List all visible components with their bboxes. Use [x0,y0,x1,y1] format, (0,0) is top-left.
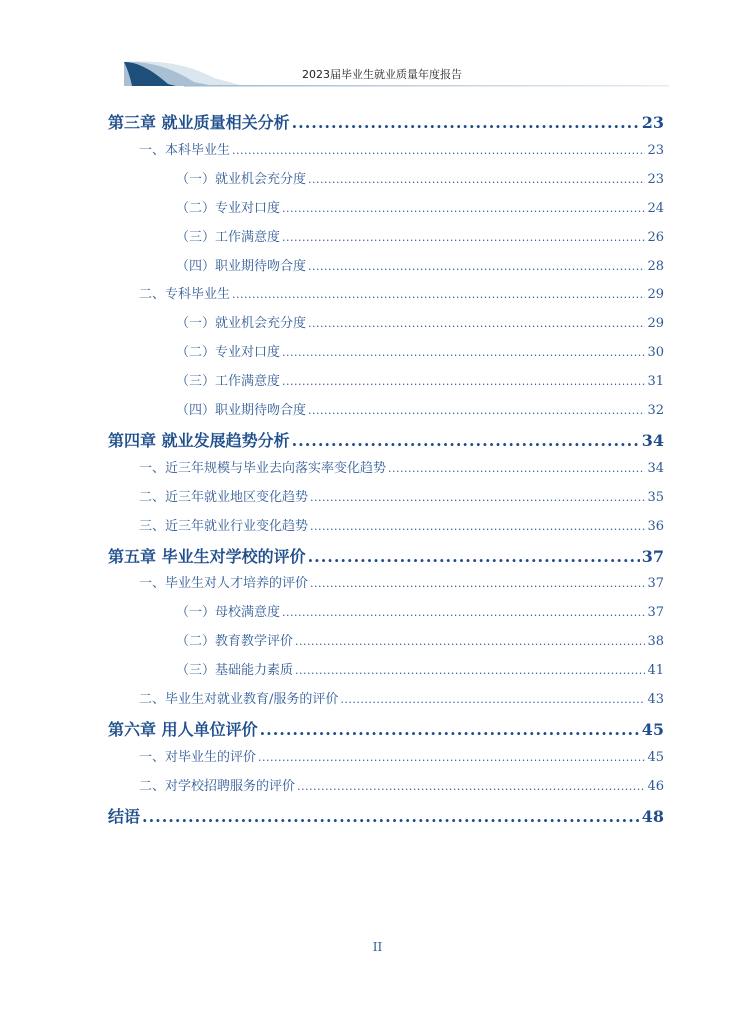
toc-entry-page-number: 32 [647,403,664,418]
toc-entry-title: 一、近三年规模与毕业去向落实率变化趋势 [139,460,387,476]
toc-entry-page-number: 35 [647,489,664,505]
toc-leader-dots [308,547,640,566]
toc-entry[interactable] [176,370,664,389]
toc-leader-dots [308,173,645,186]
toc-leader-dots [297,780,645,793]
toc-entry[interactable] [139,457,664,476]
toc-entry-page-number: 29 [647,316,664,332]
toc-leader-dots [295,664,645,677]
toc-leader-dots [292,113,640,132]
toc-leader-dots [232,288,645,301]
toc-entry-page-number: 23 [647,171,664,187]
toc-leader-dots [388,462,645,475]
toc-entry-page-number: 46 [647,778,664,794]
toc-entry-title: 第三章 就业质量相关分析 [108,113,290,132]
toc-entry-title: （二）教育教学评价 [176,634,294,650]
toc-entry[interactable] [176,312,664,331]
toc-entry-page-number: 45 [647,749,664,765]
toc-entry-title: 三、近三年就业行业变化趋势 [139,518,309,534]
toc-entry-page-number: 43 [647,692,664,707]
toc-leader-dots [282,231,645,244]
toc-entry[interactable] [176,255,664,274]
toc-entry-title: 二、对学校招聘服务的评价 [139,778,296,794]
toc-entry[interactable] [139,775,664,794]
toc-entry-page-number: 34 [641,430,664,450]
toc-entry-title: 结语 [108,806,141,826]
toc-leader-dots [308,260,645,273]
toc-entry-title: （二）专业对口度 [176,345,281,361]
toc-entry[interactable] [139,746,664,765]
toc-entry[interactable] [176,601,664,620]
toc-entry[interactable] [108,428,664,451]
toc-entry[interactable] [176,197,664,216]
toc-entry-title: 一、对毕业生的评价 [139,749,257,765]
toc-entry[interactable] [176,659,664,678]
page-number: II [372,940,383,954]
toc-entry-title: 第六章 用人单位评价 [108,719,258,739]
toc-leader-dots [310,577,645,590]
toc-entry-title: （一）就业机会充分度 [176,316,307,332]
toc-leader-dots [282,346,645,359]
toc-entry-page-number: 38 [647,634,664,650]
toc-entry[interactable] [139,572,664,591]
toc-entry-page-number: 37 [647,576,664,592]
toc-entry-page-number: 24 [647,200,664,216]
toc-entry[interactable] [176,168,664,187]
toc-entry[interactable] [139,283,664,302]
toc-entry[interactable] [139,515,664,534]
toc-entry-page-number: 31 [647,374,664,390]
toc-entry-title: （四）职业期待吻合度 [176,258,307,274]
toc-entry-title: 二、毕业生对就业教育/服务的评价 [139,692,339,707]
toc-leader-dots [258,751,645,764]
toc-entry-page-number: 30 [647,345,664,361]
toc-entry[interactable] [176,630,664,649]
toc-entry-title: 一、毕业生对人才培养的评价 [139,576,309,592]
toc-entry-page-number: 41 [647,663,664,679]
toc-entry[interactable] [108,110,664,133]
toc-entry-page-number: 26 [647,229,664,245]
toc-entry-page-number: 45 [641,719,664,739]
toc-leader-dots [142,807,640,826]
toc-entry-title: （三）工作满意度 [176,229,281,245]
toc-entry-title: （三）工作满意度 [176,374,281,390]
toc-entry-page-number: 37 [647,605,664,621]
toc-entry-title: （一）就业机会充分度 [176,171,307,187]
toc-entry[interactable] [176,226,664,245]
toc-entry-title: （二）专业对口度 [176,200,281,216]
toc-entry-title: （四）职业期待吻合度 [176,403,307,418]
toc-leader-dots [292,431,640,450]
toc-leader-dots [308,317,645,330]
toc-entry[interactable] [176,399,664,418]
toc-leader-dots [232,144,645,157]
toc-entry-page-number: 48 [641,806,664,826]
toc-entry-title: 第四章 就业发展趋势分析 [108,430,290,450]
toc-entry-title: 第五章 毕业生对学校的评价 [108,546,306,566]
toc-entry-title: 二、专科毕业生 [139,287,231,303]
toc-entry-page-number: 23 [647,142,664,158]
toc-entry-title: 一、本科毕业生 [139,142,231,158]
toc-leader-dots [340,693,645,706]
toc-entry[interactable] [176,341,664,360]
toc-leader-dots [282,606,645,619]
toc-entry-page-number: 23 [641,113,664,132]
toc-leader-dots [282,375,645,388]
toc-entry[interactable] [139,139,664,158]
toc-entry[interactable] [139,486,664,505]
toc-entry[interactable] [108,544,664,567]
toc-leader-dots [260,720,640,739]
toc-entry-page-number: 36 [647,518,664,534]
toc-entry[interactable] [108,717,664,740]
toc-entry-page-number: 29 [647,287,664,303]
toc-entry-page-number: 28 [647,258,664,274]
toc-entry-title: （三）基础能力素质 [176,663,294,679]
toc-leader-dots [308,404,645,417]
toc-entry-title: （一）母校满意度 [176,605,281,621]
toc-entry[interactable] [108,804,664,827]
toc-leader-dots [310,491,645,504]
toc-entry-title: 二、近三年就业地区变化趋势 [139,489,309,505]
toc-entry-page-number: 37 [641,546,664,566]
toc-entry-page-number: 34 [647,460,664,476]
header-title: 2023届毕业生就业质量年度报告 [302,68,462,81]
toc-entry[interactable] [139,688,664,707]
toc-leader-dots [282,202,645,215]
toc-leader-dots [295,635,645,648]
toc-leader-dots [310,520,645,533]
